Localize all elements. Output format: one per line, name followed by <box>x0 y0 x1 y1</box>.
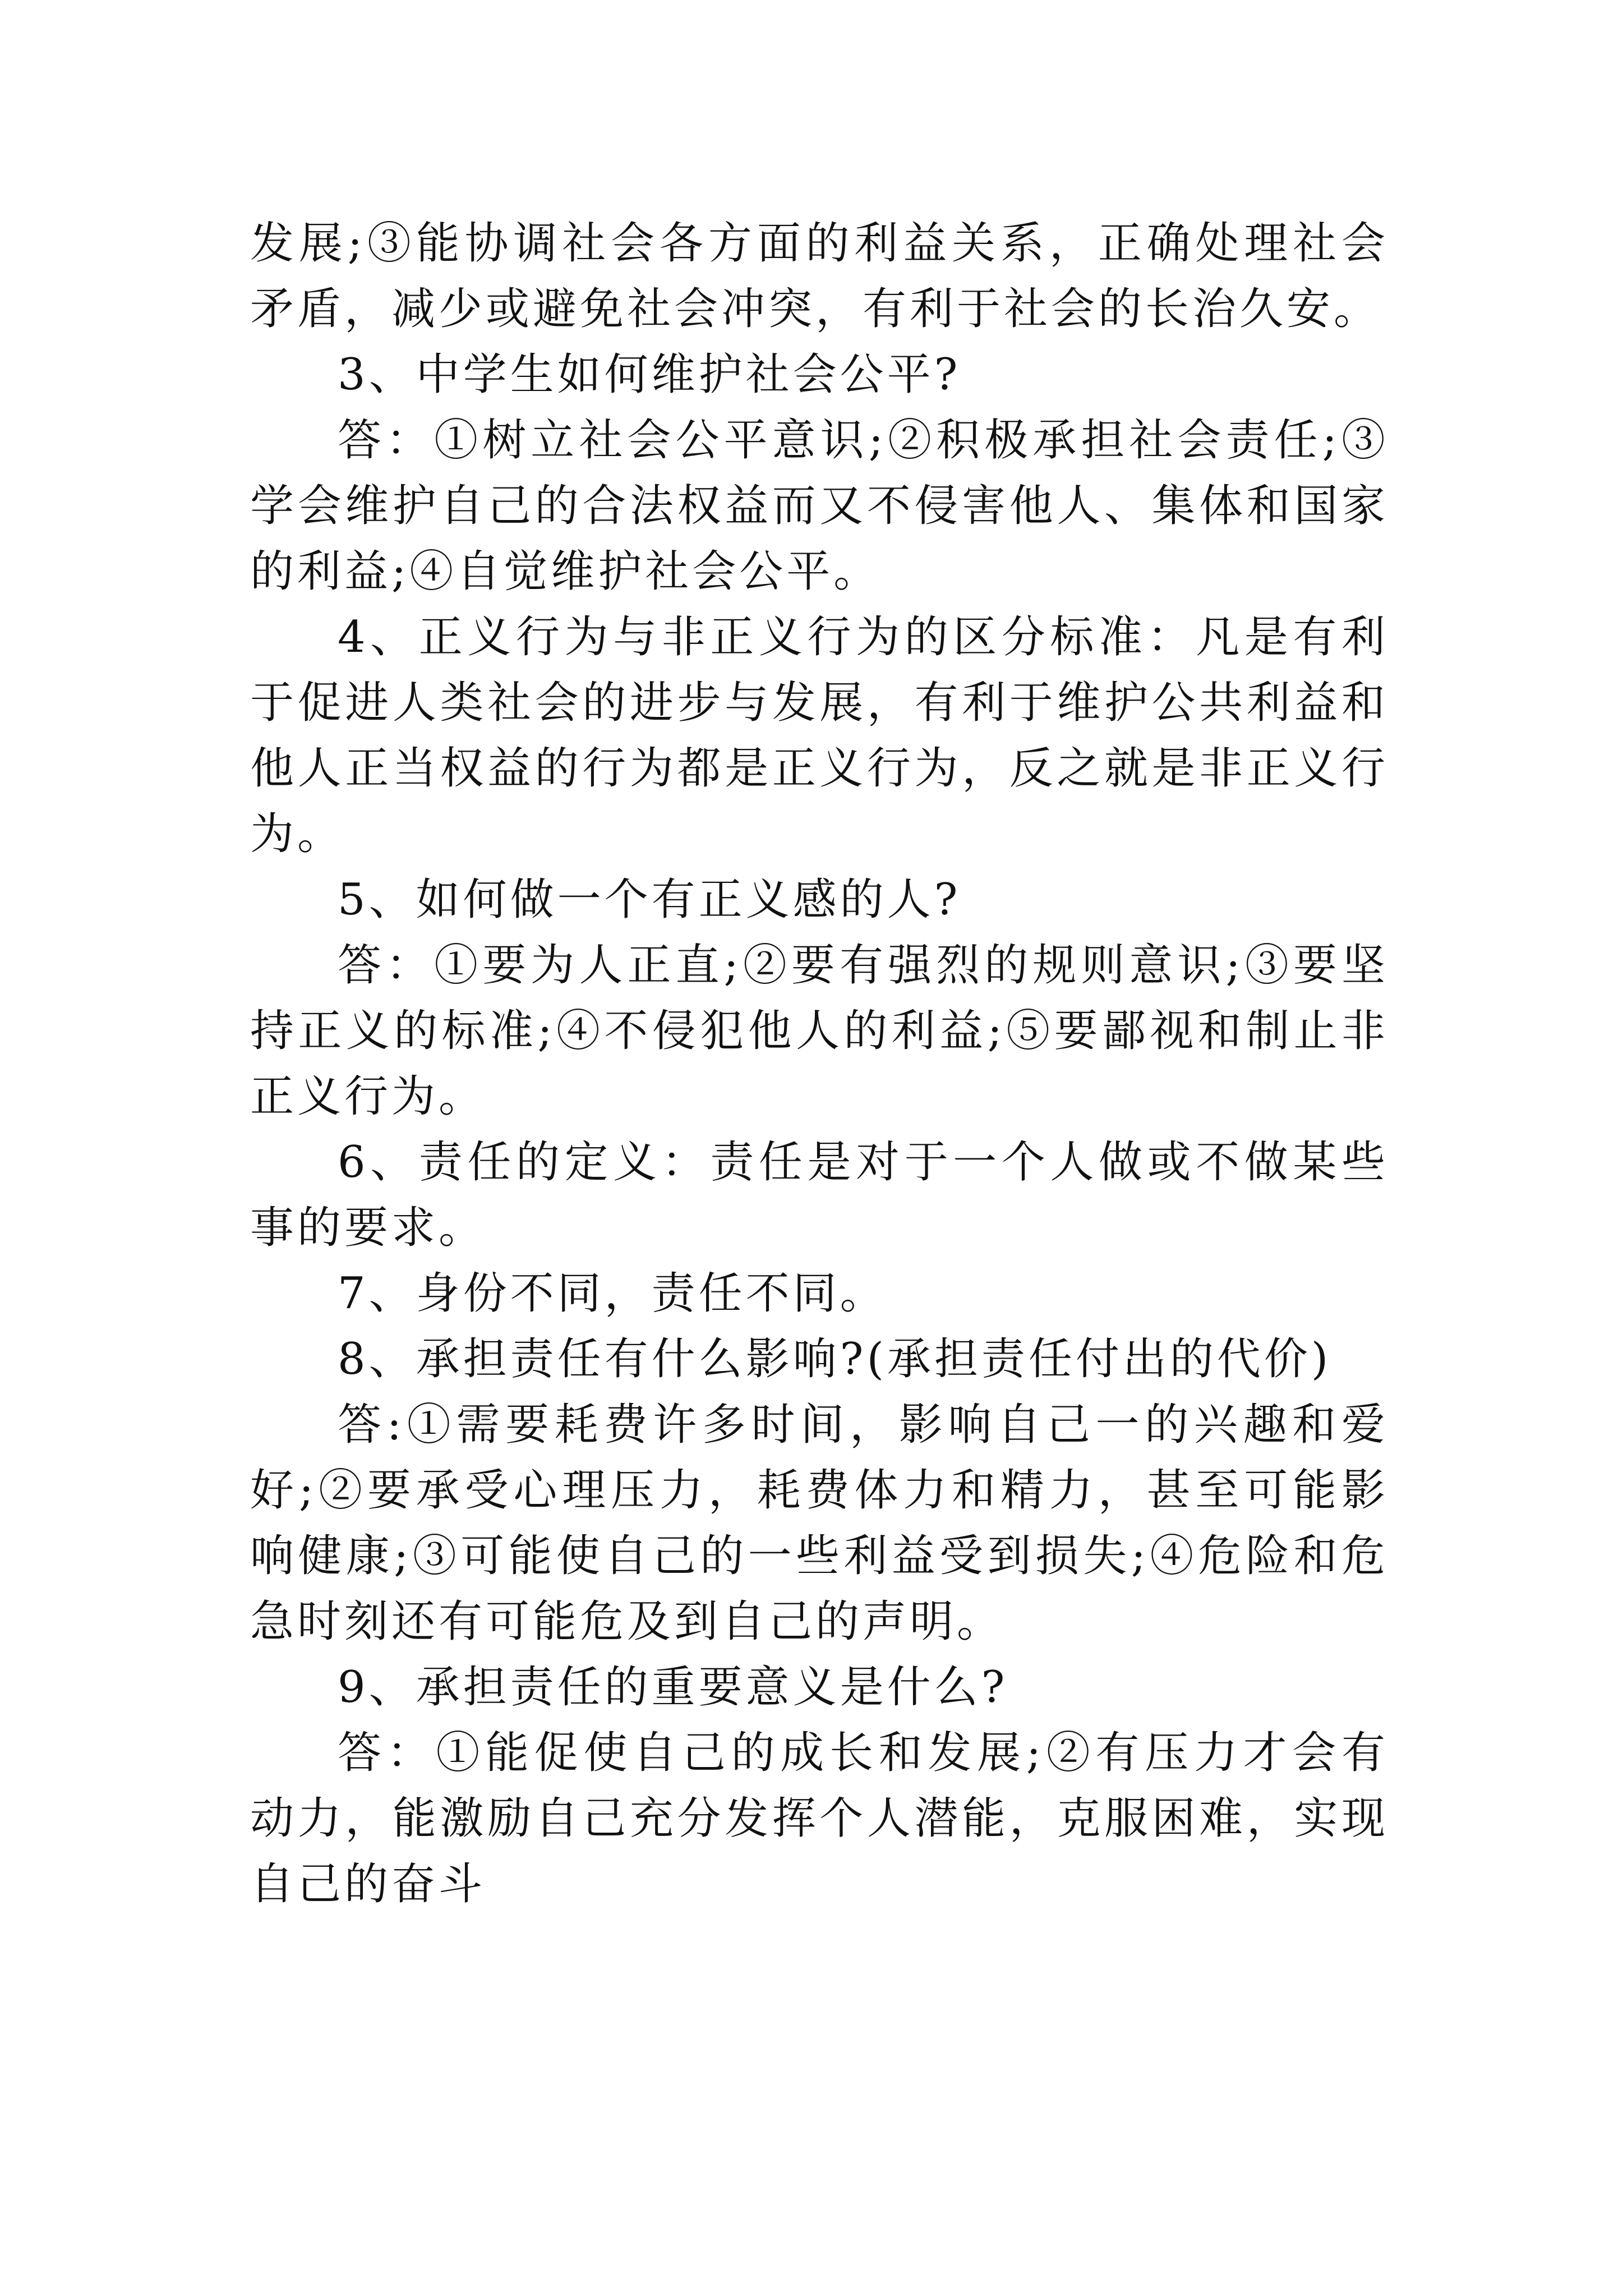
question-9-heading: 9、承担责任的重要意义是什么? <box>338 1662 1008 1713</box>
answer-3: 答：①树立社会公平意识;②积极承担社会责任;③学会维护自己的合法权益而又不侵害他人、集体和国家的利益;④自觉维护社会公平。 <box>250 415 1389 597</box>
document-body <box>250 211 1389 1917</box>
answer-5: 答：①要为人正直;②要有强烈的规则意识;③要坚持正义的标准;④不侵犯他人的利益;⑤要鄙视和制止非正义行为。 <box>250 940 1389 1122</box>
question-3-heading: 3、中学生如何维护社会公平? <box>338 349 961 400</box>
item-4-justice-standard: 4、正义行为与非正义行为的区分标准：凡是有利于促进人类社会的进步与发展，有利于维护公共利益和他人正当权益的行为都是正义行为，反之就是非正义行为。 <box>250 612 1389 859</box>
question-8-heading: 8、承担责任有什么影响?(承担责任付出的代价) <box>338 1334 1332 1384</box>
answer-8: 答:①需要耗费许多时间，影响自己一的兴趣和爱好;②要承受心理压力，耗费体力和精力，甚至可能影响健康;③可能使自己的一些利益受到损失;④危险和危急时刻还有可能危及到自己的声明。 <box>250 1400 1389 1647</box>
answer-9: 答：①能促使自己的成长和发展;②有压力才会有动力，能激励自己充分发挥个人潜能，克服困难，实现自己的奋斗 <box>250 1728 1389 1910</box>
item-7-identity-responsibility: 7、身份不同，责任不同。 <box>338 1268 887 1319</box>
paragraph-continuation: 发展;③能协调社会各方面的利益关系，正确处理社会矛盾，减少或避免社会冲突，有利于社会的长治久安。 <box>250 218 1389 334</box>
question-5-heading: 5、如何做一个有正义感的人? <box>338 875 961 925</box>
item-6-responsibility-definition: 6、责任的定义：责任是对于一个人做或不做某些事的要求。 <box>250 1137 1389 1253</box>
